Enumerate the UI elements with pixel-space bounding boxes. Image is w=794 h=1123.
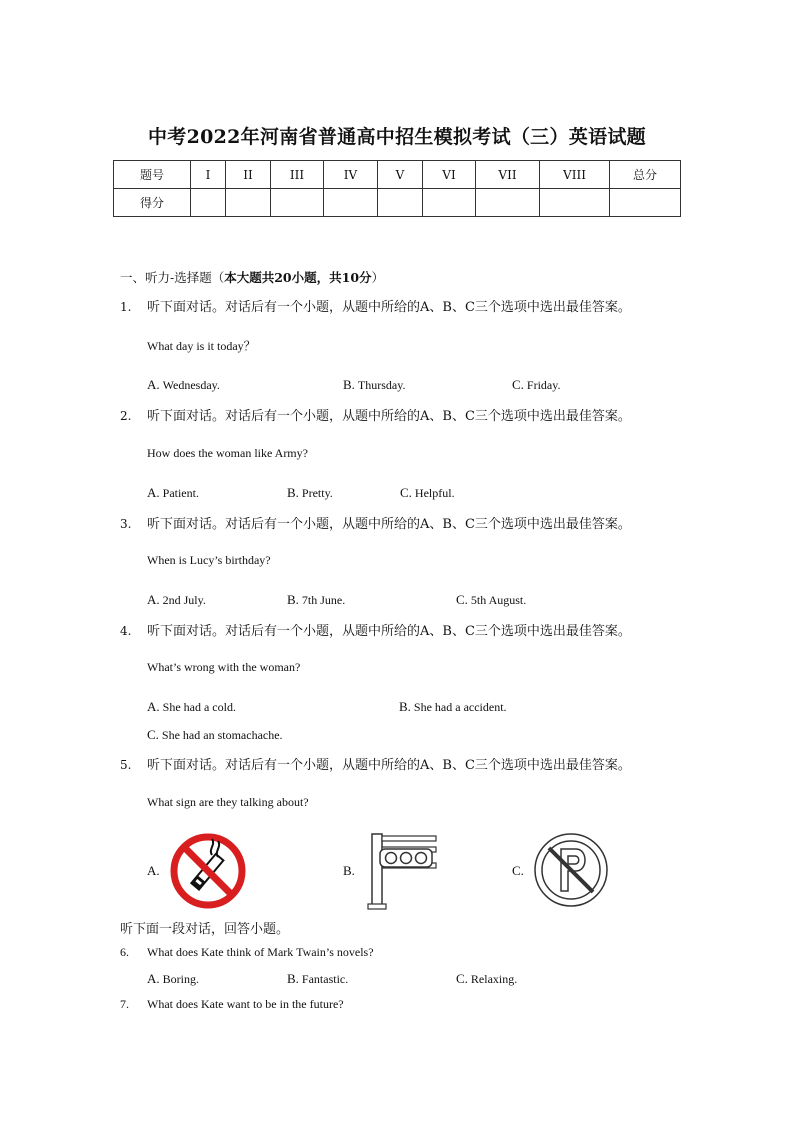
option-text: Thursday. <box>357 378 406 392</box>
question-2-option-a[interactable] <box>147 485 199 501</box>
option-letter: A. <box>147 863 160 878</box>
header-cell: VI <box>423 161 476 189</box>
question-5-option-b[interactable] <box>343 863 358 879</box>
option-letter: C. <box>400 485 412 500</box>
question-2-option-b[interactable] <box>287 485 333 501</box>
instruction-text: 听下面对话。对话后有一个小题，从题中所给的A、B、C三个选项中选出最佳答案。 <box>147 517 631 532</box>
traffic-light-sign-icon <box>366 830 440 910</box>
instruction-text: 听下面对话。对话后有一个小题，从题中所给的A、B、C三个选项中选出最佳答案。 <box>147 300 631 315</box>
score-cell[interactable] <box>271 189 324 217</box>
option-text: 2nd July. <box>162 593 206 607</box>
question-number: 5. <box>120 758 132 772</box>
score-table <box>113 160 681 217</box>
option-text: Friday. <box>526 378 561 392</box>
header-cell: V <box>378 161 423 189</box>
question-6-number: 6. <box>120 945 129 959</box>
header-cell: 题号 <box>114 161 191 189</box>
question-1-option-b[interactable] <box>343 377 405 393</box>
score-cell[interactable] <box>540 189 610 217</box>
option-text: Wednesday. <box>162 378 220 392</box>
no-parking-sign-icon <box>532 831 610 909</box>
section-heading-text: 一、听力-选择题（ <box>120 270 225 285</box>
score-cell[interactable] <box>423 189 476 217</box>
option-text: She had an stomachache. <box>161 728 283 742</box>
option-letter: C. <box>456 592 468 607</box>
option-text: 7th June. <box>301 593 346 607</box>
option-text: Helpful. <box>414 486 455 500</box>
header-cell: I <box>191 161 226 189</box>
option-letter: A. <box>147 971 160 986</box>
question-1-stem: What day is it today？ <box>147 339 256 353</box>
option-text: She had a accident. <box>413 700 507 714</box>
option-letter: C. <box>512 377 524 392</box>
header-cell: 总分 <box>610 161 681 189</box>
score-cell[interactable] <box>226 189 271 217</box>
option-text: She had a cold. <box>162 700 236 714</box>
question-1-instruction <box>120 296 631 315</box>
question-2-instruction <box>120 405 631 424</box>
option-letter: B. <box>287 592 299 607</box>
question-4-option-c[interactable] <box>147 727 283 743</box>
question-6-option-a[interactable] <box>147 971 199 987</box>
header-cell: VII <box>476 161 540 189</box>
question-6-stem: What does Kate think of Mark Twain’s novels? <box>147 945 374 959</box>
question-5-stem: What sign are they talking about? <box>147 795 309 809</box>
question-5-instruction <box>120 754 631 773</box>
header-cell: VIII <box>540 161 610 189</box>
question-6-option-b[interactable] <box>287 971 348 987</box>
question-1-option-c[interactable] <box>512 377 560 393</box>
question-3-option-c[interactable] <box>456 592 526 608</box>
option-letter: C. <box>456 971 468 986</box>
question-3-instruction <box>120 513 631 532</box>
option-text: Pretty. <box>301 486 333 500</box>
question-1-option-a[interactable] <box>147 377 220 393</box>
section-heading-bold: 本大题共20小题，共10分 <box>224 270 372 285</box>
header-cell: III <box>271 161 324 189</box>
section-heading-end: ） <box>371 270 385 285</box>
question-7-number: 7. <box>120 997 129 1011</box>
option-letter: B. <box>287 485 299 500</box>
option-letter: C. <box>512 863 524 878</box>
question-3-stem: When is Lucy’s birthday? <box>147 553 271 567</box>
header-cell: II <box>226 161 271 189</box>
question-4-stem: What’s wrong with the woman? <box>147 660 301 674</box>
header-cell: IV <box>324 161 378 189</box>
question-4-option-a[interactable] <box>147 699 236 715</box>
question-6-option-c[interactable] <box>456 971 517 987</box>
question-5-option-c[interactable] <box>512 863 527 879</box>
question-3-option-a[interactable] <box>147 592 206 608</box>
question-number: 1. <box>120 300 132 314</box>
score-cell[interactable] <box>476 189 540 217</box>
option-letter: C. <box>147 727 159 742</box>
score-cell[interactable] <box>324 189 378 217</box>
question-number: 4. <box>120 624 132 638</box>
exam-title: 中考2022年河南省普通高中招生模拟考试（三）英语试题 <box>148 126 646 148</box>
no-smoking-sign-icon <box>168 831 248 911</box>
option-letter: A. <box>147 485 160 500</box>
score-cell[interactable] <box>610 189 681 217</box>
question-5-option-a[interactable] <box>147 863 163 879</box>
option-text: Relaxing. <box>470 972 518 986</box>
instruction-text: 听下面对话。对话后有一个小题，从题中所给的A、B、C三个选项中选出最佳答案。 <box>147 624 631 639</box>
score-table-header-row <box>114 161 681 189</box>
passage-intro: 听下面一段对话，回答小题。 <box>120 922 290 937</box>
score-table-score-row <box>114 189 681 217</box>
question-number: 3. <box>120 517 132 531</box>
question-2-stem: How does the woman like Army? <box>147 446 308 460</box>
option-letter: B. <box>287 971 299 986</box>
option-text: 5th August. <box>470 593 527 607</box>
question-7-stem: What does Kate want to be in the future? <box>147 997 344 1011</box>
question-3-option-b[interactable] <box>287 592 345 608</box>
score-row-label: 得分 <box>114 189 191 217</box>
option-letter: B. <box>399 699 411 714</box>
question-number: 2. <box>120 409 132 423</box>
question-2-option-c[interactable] <box>400 485 455 501</box>
option-letter: B. <box>343 863 355 878</box>
option-text: Patient. <box>162 486 199 500</box>
instruction-text: 听下面对话。对话后有一个小题，从题中所给的A、B、C三个选项中选出最佳答案。 <box>147 758 631 773</box>
option-text: Boring. <box>162 972 199 986</box>
section-heading <box>120 268 384 286</box>
question-4-instruction <box>120 620 631 639</box>
option-letter: B. <box>343 377 355 392</box>
option-letter: A. <box>147 592 160 607</box>
score-cell[interactable] <box>378 189 423 217</box>
option-letter: A. <box>147 699 160 714</box>
question-4-option-b[interactable] <box>399 699 507 715</box>
instruction-text: 听下面对话。对话后有一个小题，从题中所给的A、B、C三个选项中选出最佳答案。 <box>147 409 631 424</box>
score-cell[interactable] <box>191 189 226 217</box>
option-text: Fantastic. <box>301 972 349 986</box>
option-letter: A. <box>147 377 160 392</box>
